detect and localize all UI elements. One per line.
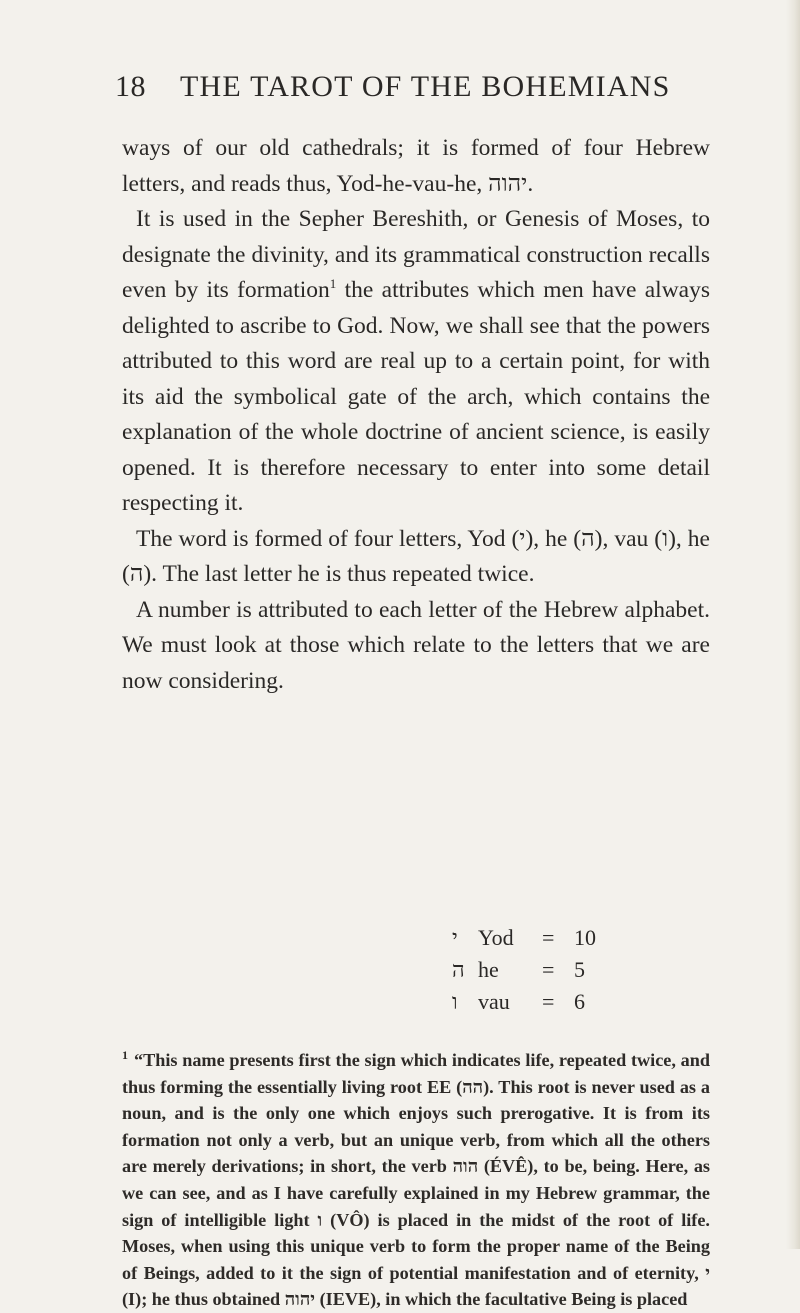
table-row	[452, 922, 596, 954]
page-edge-shadow	[786, 0, 800, 1249]
page-number: 18	[115, 70, 146, 103]
paragraph-3: The word is formed of four letters, Yod (י), he (ה), vau (ו), he (ה). The last letter he is thus repeated twice.	[122, 525, 710, 587]
table-row	[452, 954, 585, 986]
paragraph-2-end: the attributes which men have always delighted to ascribe to God. Now, we shall see that the powers attributed to this word are real up to a certain point, for with its aid the symbolical gate of the arch, which contains the explanation of the whole doctrine of ancient science, is easily opened. It is therefore necessary to enter into some detail respecting it.	[122, 277, 710, 516]
hebrew-letter: ה	[452, 957, 465, 982]
equals-sign: =	[542, 957, 555, 982]
letter-name: Yod	[478, 925, 514, 950]
footnote-text: “This name presents first the sign which indicates life, repeated twice, and thus forming the essentially living root EE (הה). This root is never used as a noun, and is the only one which enjoys such prerogative. It is from its formation not only a verb, but an unique verb, from which all the others are merely derivations; in short, the verb הוה (ÉVÊ), to be, being. Here, as we can see, and as I have carefully explained in my Hebrew grammar, the sign of intelligible light ו (VÔ) is placed in the midst of the root of life. Moses, when using this unique verb to form the proper name of the Being of Beings, added to it the sign of potential manifestation and of eternity, י (I); he thus obtained יהוה (IEVE), in which the facultative Being is placed	[122, 1050, 710, 1310]
page-header	[0, 70, 800, 110]
hebrew-letter: ו	[452, 989, 458, 1014]
footnote-mark: 1	[122, 1048, 128, 1062]
hebrew-letter: י	[452, 925, 458, 950]
letter-value: 5	[574, 957, 585, 982]
paragraph-2	[122, 202, 710, 522]
equals-sign: =	[542, 989, 555, 1014]
table-row	[452, 986, 585, 1018]
footnote-paragraph	[122, 1042, 710, 1313]
letter-value: 10	[574, 925, 596, 950]
equals-sign: =	[542, 925, 555, 950]
main-text	[122, 131, 710, 699]
footnote-reference: 1	[329, 276, 337, 292]
paragraph-1: ways of our old cathedrals; it is formed of four Hebrew letters, and reads thus, Yod-he-vau-he, יהוה.	[122, 135, 710, 197]
letter-name: he	[478, 957, 499, 982]
letter-number-table	[452, 922, 596, 1018]
footnote	[122, 1042, 710, 1313]
letter-value: 6	[574, 989, 585, 1014]
paragraph-2-start: It is used in the Sepher Bereshith, or Genesis of Moses, to designate the divinity, and its grammatical construction recalls even by its formation	[122, 206, 710, 303]
letter-name: vau	[478, 989, 510, 1014]
running-head: THE TAROT OF THE BOHEMIANS	[180, 70, 671, 103]
paragraph-4: A number is attributed to each letter of the Hebrew alphabet. We must look at those which relate to the letters that we are now considering.	[122, 596, 710, 694]
